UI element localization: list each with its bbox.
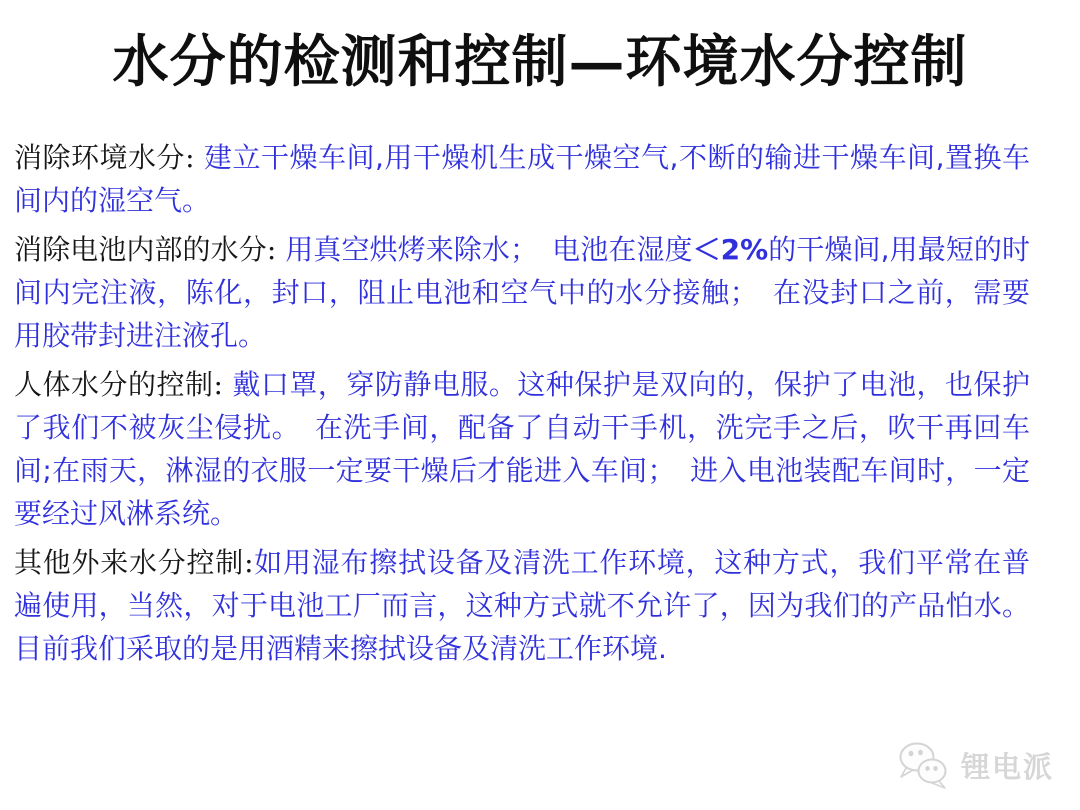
brand-text: 锂电派 [960,749,1054,784]
humidity-threshold-value: ＜2% [692,233,769,266]
watermark [896,740,1054,790]
paragraph-battery-internal-moisture [14,228,1030,357]
paragraph-ambient-moisture [14,136,1030,222]
paragraph-other-external-moisture-text: 如用湿布擦拭设备及清洗工作环境，这种方式，我们平常在普遍使用，当然，对于电池工厂而言，这种方式就不允许了，因为我们的产品怕水。目前我们采取的是用酒精来擦拭设备及清洗工作环境. [14,546,1030,665]
paragraph-human-body-moisture-text: 戴口罩，穿防静电服。这种保护是双向的，保护了电池，也保护了我们不被灰尘侵扰。 在洗手间，配备了自动干手机，洗完手之后，吹干再回车间;在雨天，淋湿的衣服一定要干燥后才能进入车间； 进入电池装配车间时，一定要经过风淋系统。 [14,368,1030,530]
paragraph-ambient-moisture-text: 建立干燥车间,用干燥机生成干燥空气,不断的输进干燥车间,置换车间内的湿空气。 [14,141,1031,217]
paragraph-other-external-moisture-label: 其他外来水分控制: [14,546,254,579]
paragraph-battery-internal-moisture-text-after: 的干燥间,用最短的时间内完注液，陈化，封口，阻止电池和空气中的水分接触； 在没封口之前，需要用胶带封进注液孔。 [14,233,1031,352]
paragraph-battery-internal-moisture-label: 消除电池内部的水分: [14,233,277,266]
paragraph-ambient-moisture-label: 消除环境水分: [14,141,195,174]
wechat-bubbles-icon [896,740,952,790]
paragraph-battery-internal-moisture-text-before: 用真空烘烤来除水； 电池在湿度 [276,233,693,266]
paragraph-human-body-moisture-label: 人体水分的控制: [14,368,223,401]
slide-title: 水分的检测和控制—环境水分控制 [112,29,968,95]
paragraph-human-body-moisture [14,363,1030,535]
paragraph-other-external-moisture [14,541,1030,670]
slide-body [14,136,1030,676]
